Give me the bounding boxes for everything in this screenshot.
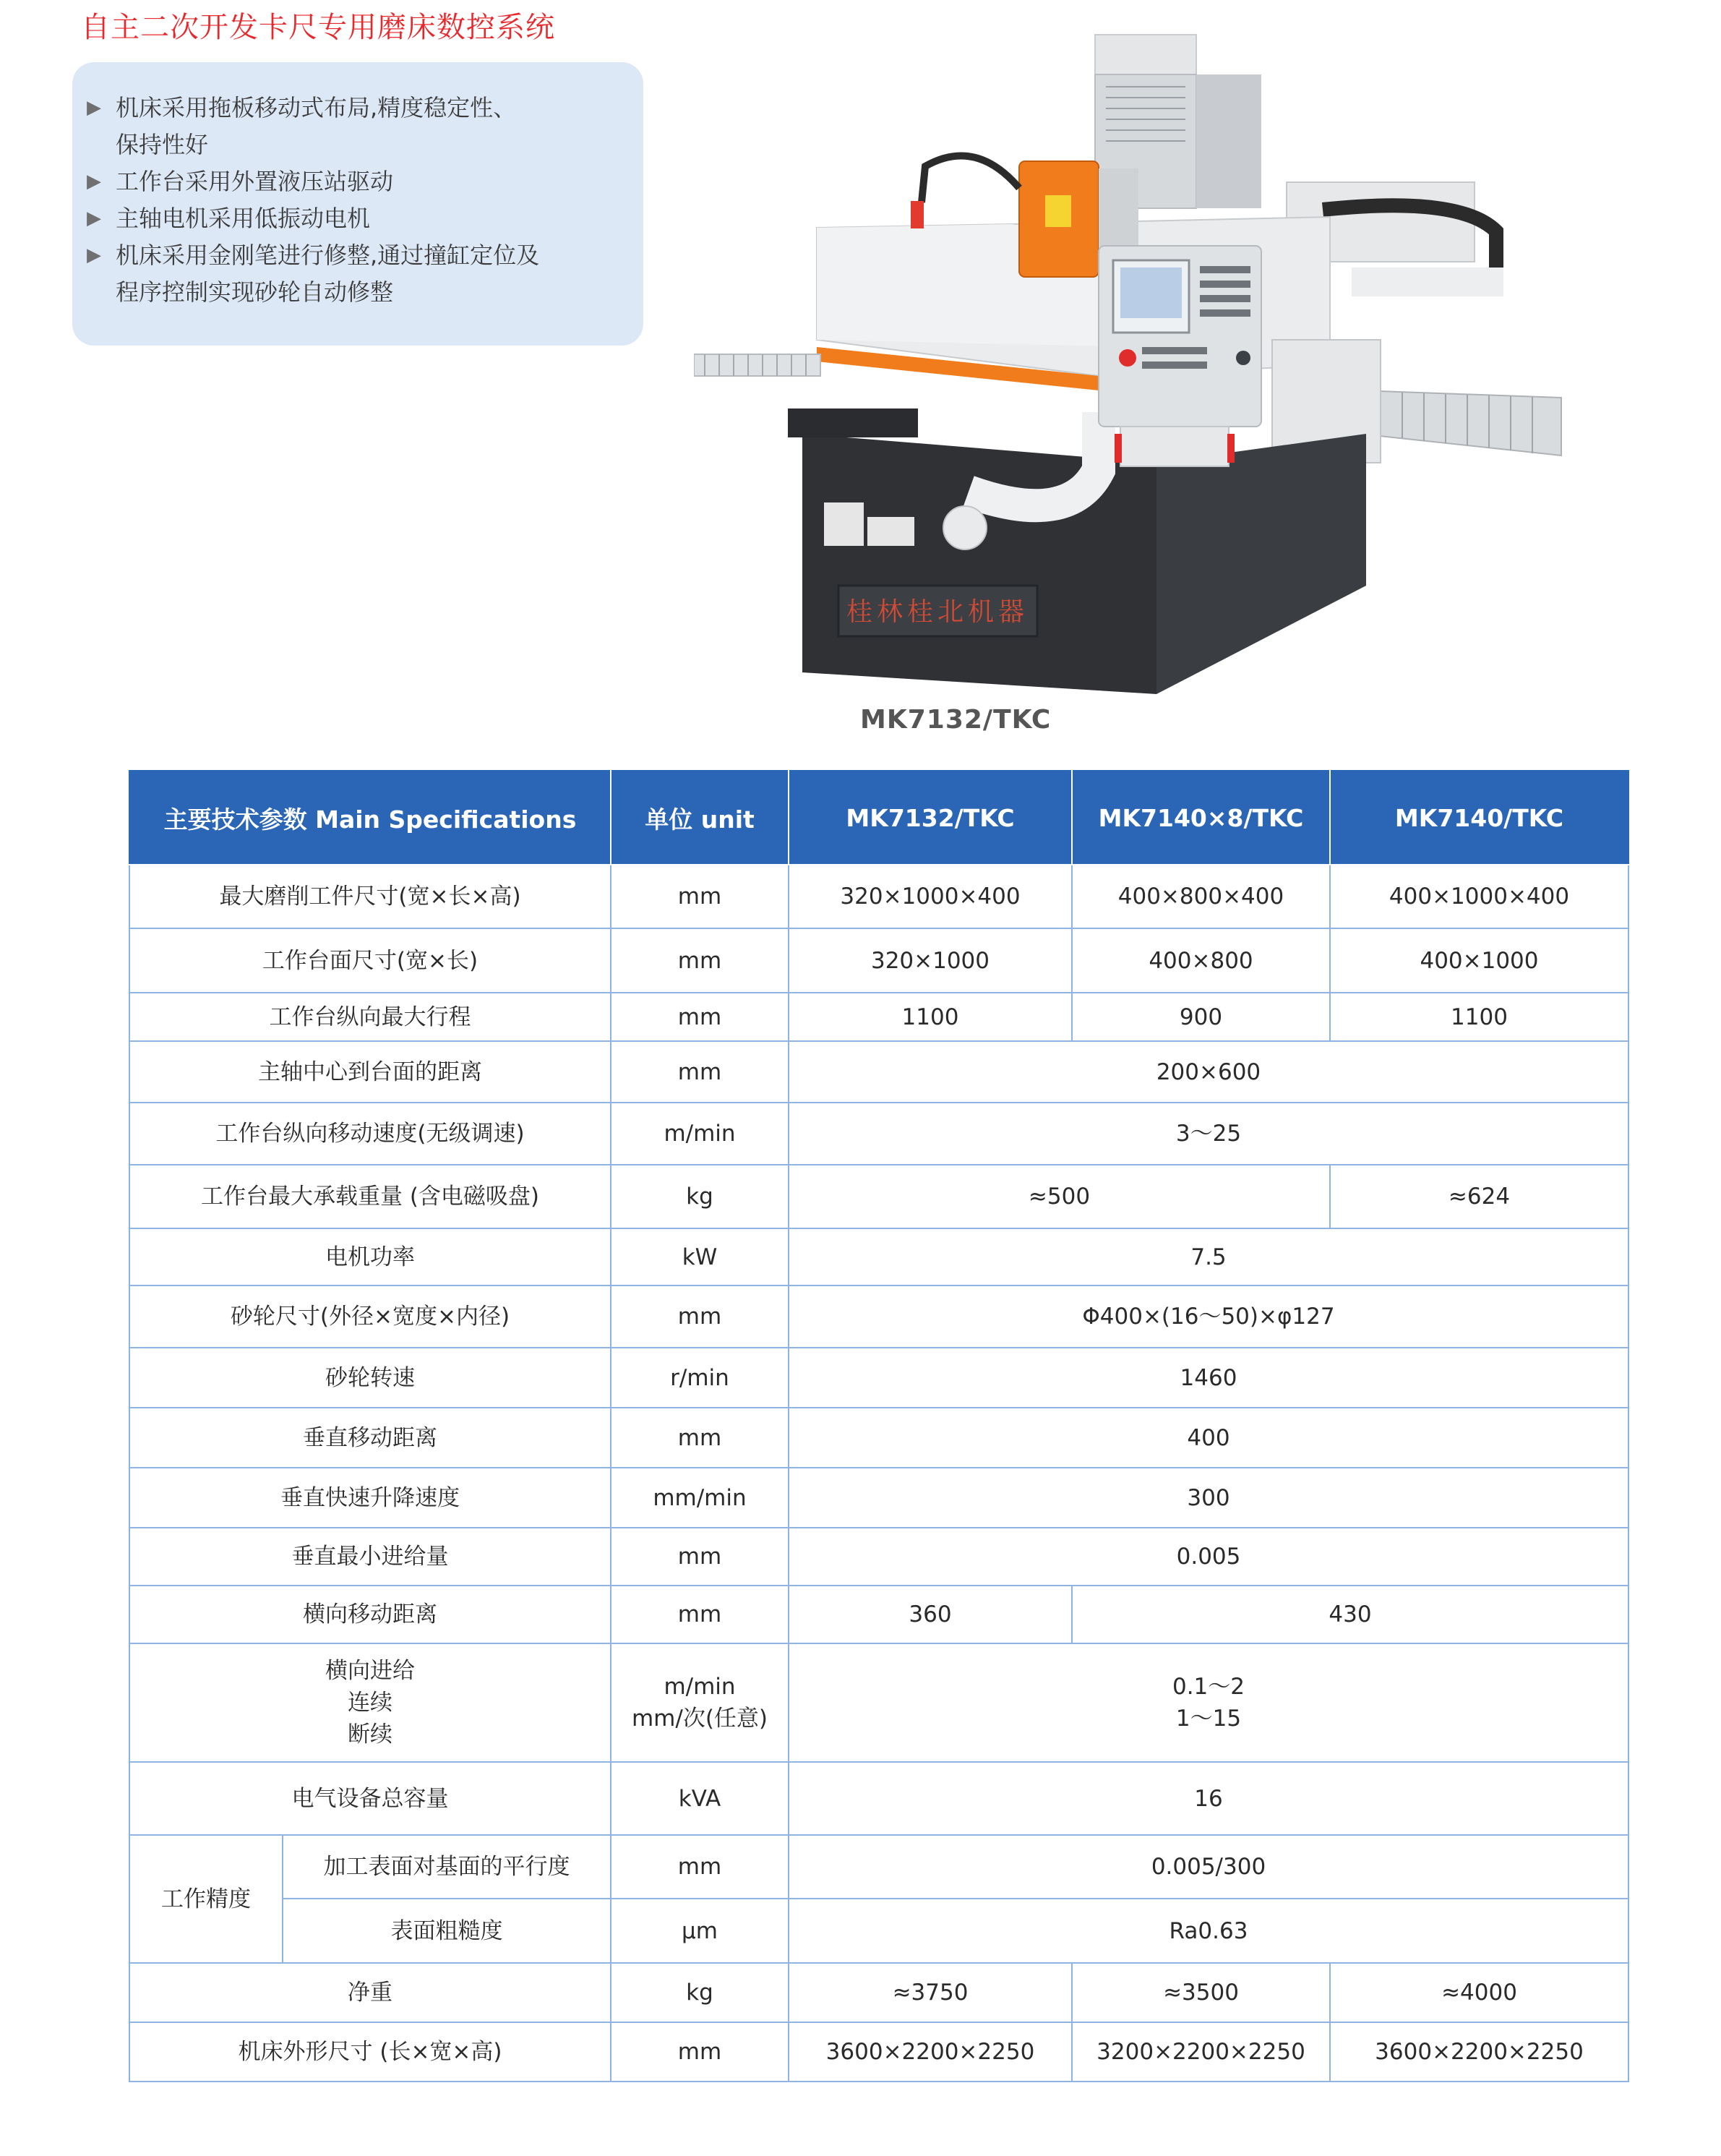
table-row — [129, 1408, 1628, 1468]
unit-cell: kW — [611, 1228, 789, 1286]
table-row — [129, 1348, 1628, 1408]
param-label: 砂轮转速 — [129, 1348, 611, 1408]
value-cell: 900 — [1072, 993, 1330, 1041]
value-cell: 200×600 — [789, 1041, 1628, 1103]
value-cell: 1100 — [1330, 993, 1628, 1041]
value-cell: 300 — [789, 1468, 1628, 1528]
param-label: 电气设备总容量 — [129, 1762, 611, 1835]
param-label: 工作台面尺寸(宽×长) — [129, 928, 611, 993]
feature-item: ▶ 机床采用金刚笔进行修整,通过撞缸定位及 程序控制实现砂轮自动修整 — [87, 237, 643, 311]
value-cell: ≈4000 — [1330, 1963, 1628, 2022]
table-row — [129, 1165, 1628, 1228]
table-row — [129, 1963, 1628, 2022]
value-cell: 1460 — [789, 1348, 1628, 1408]
param-label: 机床外形尺寸 (长×宽×高) — [129, 2022, 611, 2082]
nameplate-text: 桂林桂北机器 — [846, 597, 1029, 627]
column-header: MK7140/TKC — [1330, 771, 1628, 865]
table-row — [129, 1528, 1628, 1586]
table-row — [129, 1899, 1628, 1963]
value-cell: 320×1000 — [789, 928, 1072, 993]
value-cell: 400×1000 — [1330, 928, 1628, 993]
value-cell: ≈500 — [789, 1165, 1330, 1228]
table-row — [129, 865, 1628, 928]
triangle-right-icon: ▶ — [87, 208, 101, 229]
page-title: 自主二次开发卡尺专用磨床数控系统 — [81, 11, 555, 44]
param-label — [129, 1643, 611, 1762]
table-row — [129, 1835, 1628, 1899]
unit-line: m/min — [664, 1674, 736, 1700]
param-label: 横向移动距离 — [129, 1586, 611, 1643]
value-cell: 400 — [789, 1408, 1628, 1468]
unit-cell: μm — [611, 1899, 789, 1963]
value-cell: ≈624 — [1330, 1165, 1628, 1228]
unit-cell: mm — [611, 1286, 789, 1348]
value-cell: 360 — [789, 1586, 1072, 1643]
model-caption: MK7132/TKC — [860, 705, 1052, 735]
value-cell: 1100 — [789, 993, 1072, 1041]
param-label-line: 横向进给 — [325, 1658, 415, 1684]
unit-cell: mm — [611, 1408, 789, 1468]
spec-table — [129, 770, 1629, 2082]
table-row — [129, 1228, 1628, 1286]
value-cell: ≈3750 — [789, 1963, 1072, 2022]
table-row — [129, 2022, 1628, 2082]
unit-cell: mm — [611, 928, 789, 993]
value-cell: 400×800 — [1072, 928, 1330, 993]
table-row — [129, 1468, 1628, 1528]
table-row — [129, 1762, 1628, 1835]
unit-cell: kg — [611, 1165, 789, 1228]
param-label-line: 连续 — [348, 1690, 392, 1716]
table-row — [129, 993, 1628, 1041]
triangle-right-icon: ▶ — [87, 171, 101, 192]
value-cell: 320×1000×400 — [789, 865, 1072, 928]
param-label: 最大磨削工件尺寸(宽×长×高) — [129, 865, 611, 928]
param-label: 电机功率 — [129, 1228, 611, 1286]
unit-cell: kVA — [611, 1762, 789, 1835]
value-cell: Ra0.63 — [789, 1899, 1628, 1963]
unit-cell: mm — [611, 1528, 789, 1586]
value-cell: Φ400×(16～50)×φ127 — [789, 1286, 1628, 1348]
param-label: 垂直移动距离 — [129, 1408, 611, 1468]
param-label: 工作台最大承载重量 (含电磁吸盘) — [129, 1165, 611, 1228]
value-cell: ≈3500 — [1072, 1963, 1330, 2022]
feature-panel — [72, 62, 643, 346]
machine-photo — [694, 29, 1634, 701]
column-header: 主要技术参数 Main Specifications — [129, 771, 611, 865]
value-cell: 3200×2200×2250 — [1072, 2022, 1330, 2082]
triangle-right-icon: ▶ — [87, 97, 101, 119]
value-cell: 430 — [1072, 1586, 1628, 1643]
unit-line: mm/次(任意) — [631, 1706, 768, 1732]
value-line: 1～15 — [1175, 1706, 1242, 1732]
column-header: MK7132/TKC — [789, 771, 1072, 865]
feature-item: ▶ 机床采用拖板移动式布局,精度稳定性、 保持性好 — [87, 90, 643, 163]
value-cell — [789, 1643, 1628, 1762]
value-line: 0.1～2 — [1172, 1674, 1245, 1700]
feature-list — [87, 90, 643, 311]
value-cell: 400×800×400 — [1072, 865, 1330, 928]
table-row — [129, 1286, 1628, 1348]
table-header-row — [129, 771, 1628, 865]
param-label: 砂轮尺寸(外径×宽度×内径) — [129, 1286, 611, 1348]
param-label: 工作台纵向最大行程 — [129, 993, 611, 1041]
unit-cell: kg — [611, 1963, 789, 2022]
unit-cell: mm — [611, 865, 789, 928]
triangle-right-icon: ▶ — [87, 244, 101, 266]
column-header: 单位 unit — [611, 771, 789, 865]
unit-cell: mm — [611, 1835, 789, 1899]
unit-cell: r/min — [611, 1348, 789, 1408]
table-row — [129, 1586, 1628, 1643]
table-row — [129, 1643, 1628, 1762]
unit-cell: m/min — [611, 1103, 789, 1165]
value-cell: 3600×2200×2250 — [1330, 2022, 1628, 2082]
column-header: MK7140×8/TKC — [1072, 771, 1330, 865]
unit-cell: mm — [611, 1586, 789, 1643]
param-label: 表面粗糙度 — [283, 1899, 611, 1963]
unit-cell: mm/min — [611, 1468, 789, 1528]
table-row — [129, 1103, 1628, 1165]
param-label-line: 断续 — [348, 1721, 392, 1748]
unit-cell: mm — [611, 1041, 789, 1103]
value-cell: 3600×2200×2250 — [789, 2022, 1072, 2082]
feature-item: ▶ 工作台采用外置液压站驱动 — [87, 163, 643, 200]
value-cell: 3～25 — [789, 1103, 1628, 1165]
value-cell: 400×1000×400 — [1330, 865, 1628, 928]
feature-item: ▶ 主轴电机采用低振动电机 — [87, 200, 643, 237]
unit-cell: mm — [611, 2022, 789, 2082]
unit-cell — [611, 1643, 789, 1762]
param-label: 工作台纵向移动速度(无级调速) — [129, 1103, 611, 1165]
param-label: 加工表面对基面的平行度 — [283, 1835, 611, 1899]
param-label: 净重 — [129, 1963, 611, 2022]
group-label: 工作精度 — [129, 1835, 283, 1963]
param-label: 垂直快速升降速度 — [129, 1468, 611, 1528]
value-cell: 16 — [789, 1762, 1628, 1835]
unit-cell: mm — [611, 993, 789, 1041]
table-row — [129, 928, 1628, 993]
value-cell: 7.5 — [789, 1228, 1628, 1286]
value-cell: 0.005/300 — [789, 1835, 1628, 1899]
param-label: 垂直最小进给量 — [129, 1528, 611, 1586]
value-cell: 0.005 — [789, 1528, 1628, 1586]
table-row — [129, 1041, 1628, 1103]
param-label: 主轴中心到台面的距离 — [129, 1041, 611, 1103]
